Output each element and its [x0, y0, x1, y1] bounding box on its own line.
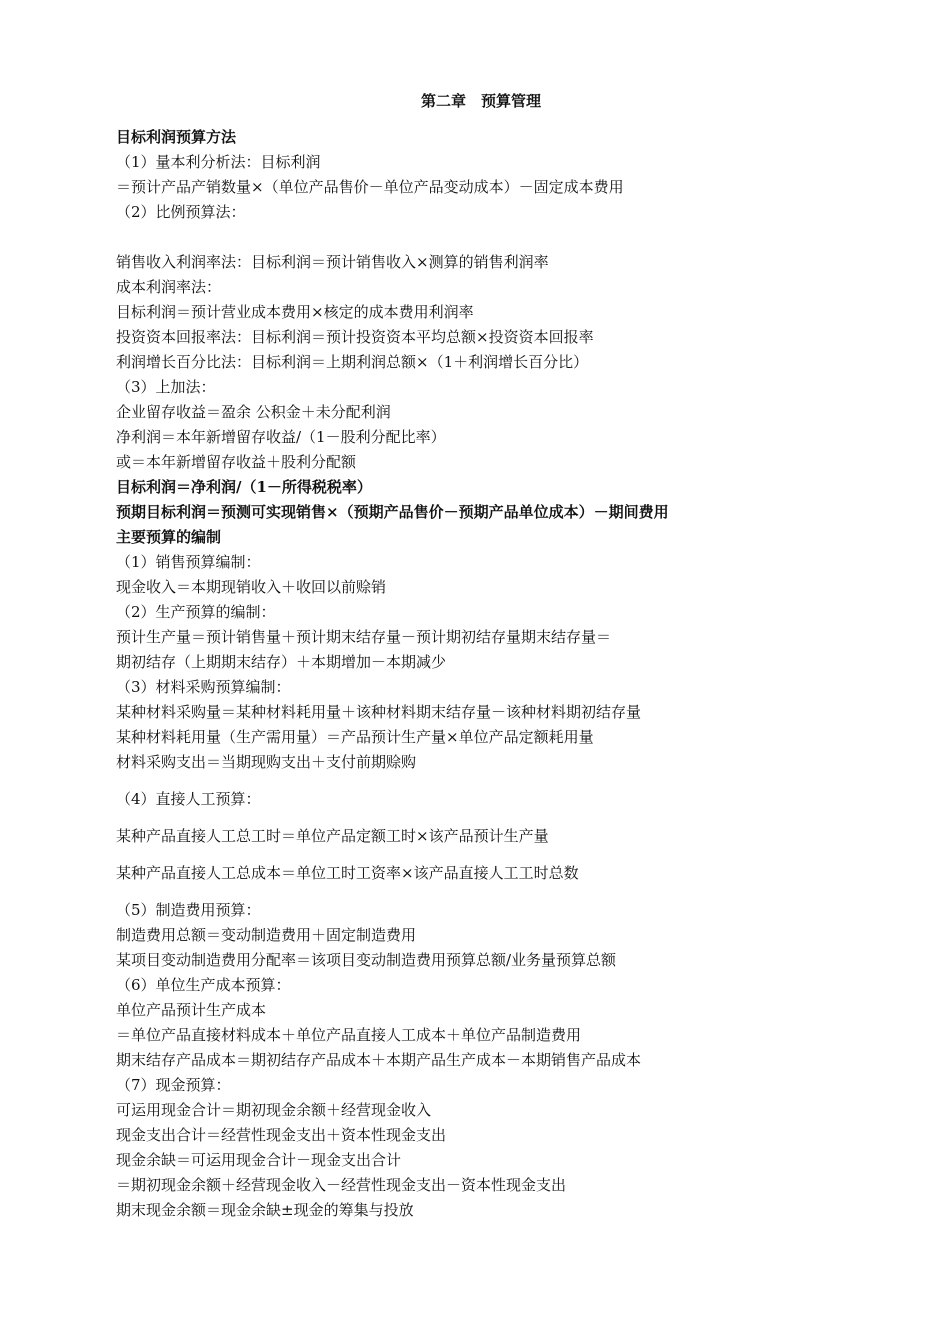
formula-line: 现金余缺＝可运用现金合计－现金支出合计	[116, 1151, 402, 1169]
text-line: （2）生产预算的编制：	[116, 603, 276, 621]
blank-spacer	[116, 812, 876, 824]
text-line: （1）销售预算编制：	[116, 553, 261, 571]
formula-line: 期初结存（上期期末结存）＋本期增加－本期减少	[116, 653, 447, 671]
formula-line: 净利润＝本年新增留存收益/（1－股利分配比率）	[116, 428, 446, 446]
blank-spacer	[116, 849, 876, 861]
formula-line: 某种产品直接人工总成本＝单位工时工资率×该产品直接人工工时总数	[116, 864, 579, 882]
text-line: （5）制造费用预算：	[116, 901, 261, 919]
text-line: （3）上加法：	[116, 378, 216, 396]
formula-line: ＝期初现金余额＋经营现金收入－经营性现金支出－资本性现金支出	[116, 1176, 567, 1194]
blank-spacer	[116, 225, 876, 250]
formula-line: 利润增长百分比法：目标利润＝上期利润总额×（1＋利润增长百分比）	[116, 353, 589, 371]
formula-line: 制造费用总额＝变动制造费用＋固定制造费用	[116, 926, 417, 944]
bold-formula-line: 预期目标利润＝预测可实现销售×（预期产品售价－预期产品单位成本）－期间费用	[116, 503, 669, 521]
formula-line: 某种材料耗用量（生产需用量）＝产品预计生产量×单位产品定额耗用量	[116, 728, 594, 746]
blank-spacer	[116, 886, 876, 898]
text-line: （3）材料采购预算编制：	[116, 678, 291, 696]
formula-line: 材料采购支出＝当期现购支出＋支付前期赊购	[116, 753, 417, 771]
bold-formula-line: 目标利润＝净利润/（1－所得税税率）	[116, 478, 372, 496]
text-line: （1）量本利分析法：目标利润	[116, 153, 321, 171]
formula-line: 某种材料采购量＝某种材料耗用量＋该种材料期末结存量－该种材料期初结存量	[116, 703, 642, 721]
chapter-title: 第二章 预算管理	[420, 92, 541, 110]
text-line: （6）单位生产成本预算：	[116, 976, 291, 994]
formula-line: 某项目变动制造费用分配率＝该项目变动制造费用预算总额/业务量预算总额	[116, 951, 617, 969]
formula-line: 期末现金余额＝现金余缺±现金的筹集与投放	[116, 1201, 414, 1219]
formula-line: 投资资本回报率法：目标利润＝预计投资资本平均总额×投资资本回报率	[116, 328, 594, 346]
text-line: （2）比例预算法：	[116, 203, 246, 221]
formula-line: 企业留存收益＝盈余 公积金＋未分配利润	[116, 403, 391, 421]
section-heading: 主要预算的编制	[116, 528, 222, 546]
formula-line: 期末结存产品成本＝期初结存产品成本＋本期产品生产成本－本期销售产品成本	[116, 1051, 642, 1069]
section-heading: 目标利润预算方法	[116, 128, 237, 146]
formula-line: 或＝本年新增留存收益＋股利分配额	[116, 453, 357, 471]
document-body	[116, 125, 876, 1223]
formula-line: 预计生产量＝预计销售量＋预计期末结存量－预计期初结存量期末结存量＝	[116, 628, 612, 646]
formula-line: 现金支出合计＝经营性现金支出＋资本性现金支出	[116, 1126, 447, 1144]
formula-line: ＝单位产品直接材料成本＋单位产品直接人工成本＋单位产品制造费用	[116, 1026, 582, 1044]
text-line: （4）直接人工预算：	[116, 790, 261, 808]
formula-line: ＝预计产品产销数量×（单位产品售价－单位产品变动成本）－固定成本费用	[116, 178, 624, 196]
text-line: 成本利润率法：	[116, 278, 222, 296]
formula-line: 目标利润＝预计营业成本费用×核定的成本费用利润率	[116, 303, 474, 321]
text-line: （7）现金预算：	[116, 1076, 231, 1094]
formula-line: 可运用现金合计＝期初现金余额＋经营现金收入	[116, 1101, 432, 1119]
formula-line: 销售收入利润率法：目标利润＝预计销售收入×测算的销售利润率	[116, 253, 549, 271]
text-line: 单位产品预计生产成本	[116, 1001, 267, 1019]
formula-line: 某种产品直接人工总工时＝单位产品定额工时×该产品预计生产量	[116, 827, 549, 845]
blank-spacer	[116, 775, 876, 787]
formula-line: 现金收入＝本期现销收入＋收回以前赊销	[116, 578, 387, 596]
